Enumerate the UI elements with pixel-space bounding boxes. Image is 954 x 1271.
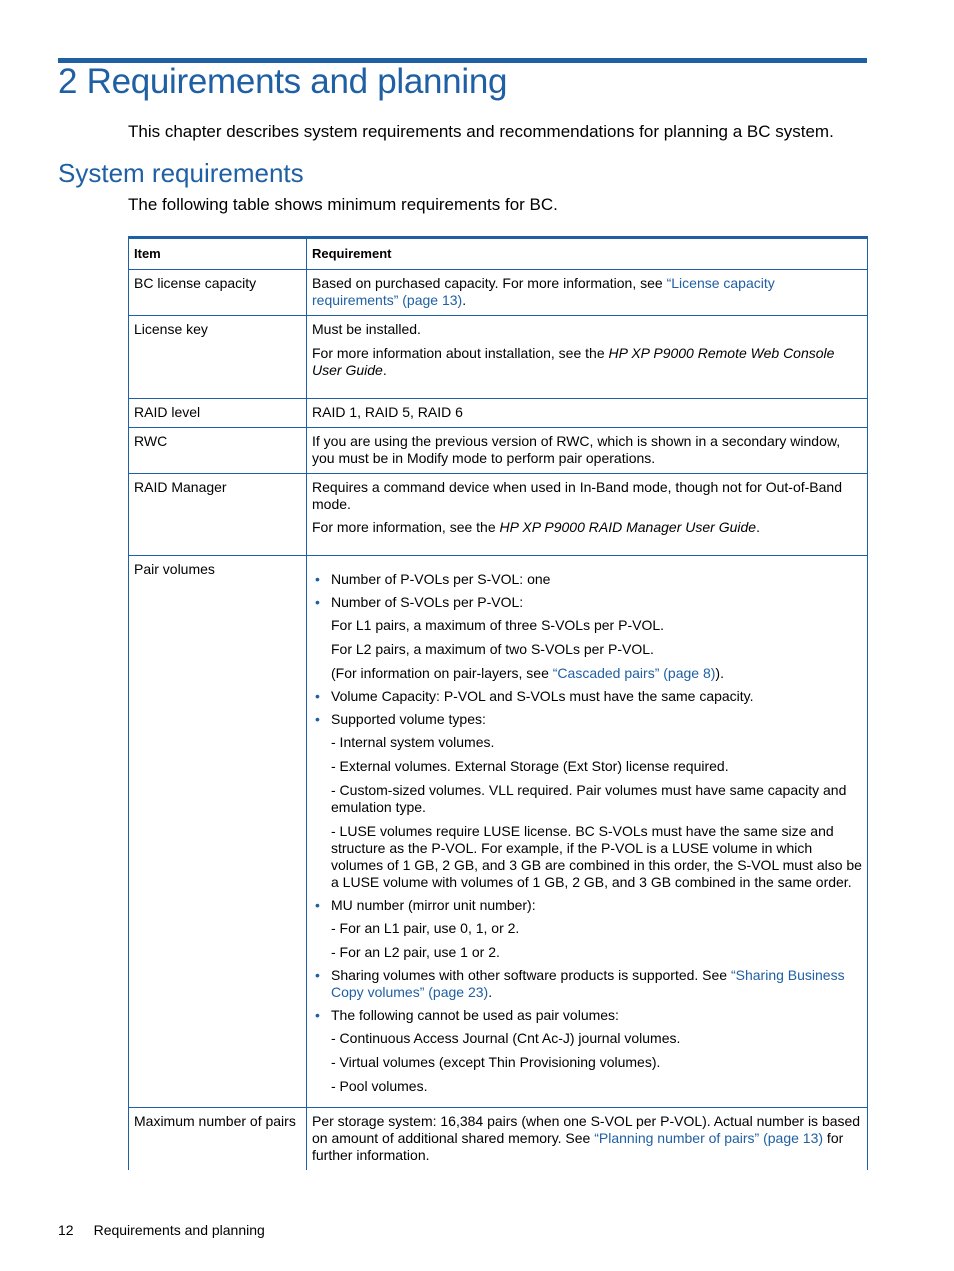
sub-item: - Virtual volumes (except Thin Provisioning volumes). <box>331 1054 661 1070</box>
sub-item-text: (For information on pair-layers, see <box>331 665 553 681</box>
requirement-cell <box>307 1108 868 1171</box>
note-end: . <box>756 519 760 535</box>
list-item <box>312 897 862 961</box>
item-cell: RWC <box>129 428 307 474</box>
list-item <box>312 594 862 682</box>
sub-list <box>331 734 862 891</box>
sub-list <box>331 1030 862 1095</box>
list-item-text: Number of S-VOLs per P-VOL: <box>331 594 524 610</box>
planning-pairs-link[interactable]: “Planning number of pairs” (page 13) <box>594 1130 824 1146</box>
list-item <box>312 1007 862 1095</box>
section-lead: The following table shows minimum requirements for BC. <box>128 195 558 214</box>
requirement-cell <box>307 270 868 316</box>
sub-item: For L1 pairs, a maximum of three S-VOLs per P-VOL. <box>331 617 665 633</box>
sub-item-end: ). <box>715 665 724 681</box>
item-cell: License key <box>129 316 307 399</box>
list-item <box>312 967 862 1001</box>
sub-item: - LUSE volumes require LUSE license. BC S-VOLs must have the same size and structure as the P-VOL. For example, if the P-VOL is a LUSE volume in which volumes of 1 GB, 2 GB, and 3 GB are combined in this order, the S-VOL must also be a LUSE volume with volumes of 1 GB, 2 GB, and 3 GB combined in the same order. <box>331 823 862 890</box>
requirement-note <box>312 519 862 536</box>
sub-item: - Custom-sized volumes. VLL required. Pair volumes must have same capacity and emulation type. <box>331 782 847 815</box>
table-row <box>129 1108 868 1171</box>
requirement-text: Per storage system: 16,384 pairs (when one S-VOL per P-VOL). Actual number is based on amount of additional shared memory. See <box>312 1113 861 1146</box>
requirement-cell: RAID 1, RAID 5, RAID 6 <box>307 399 868 428</box>
table-row <box>129 474 868 556</box>
column-header-requirement: Requirement <box>307 238 868 270</box>
requirements-table <box>128 236 868 1170</box>
list-item-text: Volume Capacity: P-VOL and S-VOLs must have the same capacity. <box>331 688 754 704</box>
table-row <box>129 316 868 399</box>
item-cell: RAID level <box>129 399 307 428</box>
requirement-text: Requires a command device when used in In-Band mode, though not for Out-of-Band mode. <box>312 479 842 512</box>
page-footer <box>58 1222 265 1238</box>
chapter-intro: This chapter describes system requirements and recommendations for planning a BC system. <box>128 122 834 141</box>
list-item <box>312 571 862 588</box>
list-item <box>312 688 862 705</box>
sub-item: - Continuous Access Journal (Cnt Ac-J) journal volumes. <box>331 1030 681 1046</box>
requirement-text: Must be installed. <box>312 321 421 337</box>
item-cell: Maximum number of pairs <box>129 1108 307 1171</box>
requirement-text-end: for further information. <box>312 1130 844 1163</box>
list-item-end: . <box>488 984 493 1000</box>
requirement-cell <box>307 556 868 1108</box>
note-text: For more information, see the <box>312 519 500 535</box>
item-cell: Pair volumes <box>129 556 307 1108</box>
sharing-volumes-link[interactable]: “Sharing Business Copy volumes” (page 23) <box>331 967 845 1000</box>
list-item-text: Sharing volumes with other software products is supported. See <box>331 967 731 983</box>
guide-title: HP XP P9000 RAID Manager User Guide <box>499 519 757 535</box>
sub-list <box>331 920 862 961</box>
guide-title: HP XP P9000 Remote Web Console User Guide <box>312 345 835 378</box>
license-capacity-link[interactable]: “License capacity requirements” (page 13) <box>312 275 775 308</box>
pair-volumes-list <box>312 571 862 1095</box>
chapter-title: 2 Requirements and planning <box>58 62 508 101</box>
note-text: For more information about installation, see the <box>312 345 609 361</box>
note-end: . <box>382 362 387 378</box>
sub-item <box>331 665 862 682</box>
sub-item: - Pool volumes. <box>331 1078 428 1094</box>
requirement-text: Based on purchased capacity. For more information, see <box>312 275 667 291</box>
list-item <box>312 711 862 891</box>
requirement-cell <box>307 474 868 556</box>
sub-item: - Internal system volumes. <box>331 734 495 750</box>
column-header-item: Item <box>129 238 307 270</box>
requirement-cell <box>307 316 868 399</box>
table-row <box>129 270 868 316</box>
cascaded-pairs-link[interactable]: “Cascaded pairs” (page 8) <box>552 665 716 681</box>
item-cell: RAID Manager <box>129 474 307 556</box>
table-row <box>129 556 868 1108</box>
sub-item: - External volumes. External Storage (Ext Stor) license required. <box>331 758 729 774</box>
requirement-cell: If you are using the previous version of RWC, which is shown in a secondary window, you must be in Modify mode to perform pair operations. <box>307 428 868 474</box>
list-item-text: MU number (mirror unit number): <box>331 897 536 913</box>
sub-list <box>331 617 862 682</box>
page-number: 12 <box>58 1222 74 1238</box>
table-header-row <box>129 238 868 270</box>
list-item-text: The following cannot be used as pair volumes: <box>331 1007 619 1023</box>
requirement-text-end: . <box>462 292 467 308</box>
footer-title: Requirements and planning <box>93 1222 265 1238</box>
table-row <box>129 428 868 474</box>
list-item-text: Supported volume types: <box>331 711 486 727</box>
section-title: System requirements <box>58 158 304 188</box>
table-row <box>129 399 868 428</box>
sub-item: - For an L2 pair, use 1 or 2. <box>331 944 500 960</box>
item-cell: BC license capacity <box>129 270 307 316</box>
sub-item: - For an L1 pair, use 0, 1, or 2. <box>331 920 520 936</box>
sub-item: For L2 pairs, a maximum of two S-VOLs per P-VOL. <box>331 641 654 657</box>
requirement-note <box>312 345 862 379</box>
list-item-text: Number of P-VOLs per S-VOL: one <box>331 571 551 587</box>
